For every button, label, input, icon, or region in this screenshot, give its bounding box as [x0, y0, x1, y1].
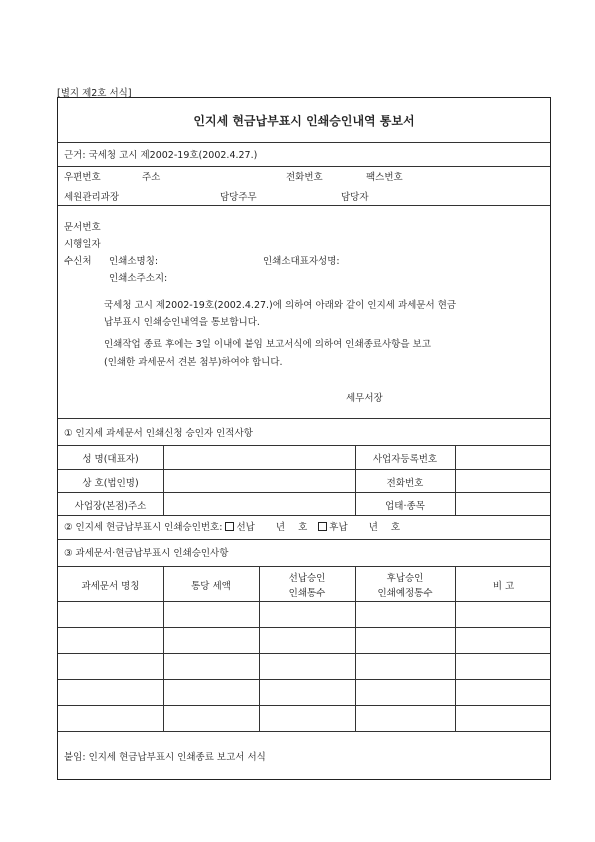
body-text-line: 인쇄작업 종료 후에는 3일 이내에 붙임 보고서식에 의하여 인쇄종료사항을 보고	[104, 339, 431, 350]
section2-label: ② 인지세 현금납부표시 인쇄승인번호:	[64, 522, 223, 533]
section1-heading: ① 인지세 과세문서 인쇄신청 승인자 인적사항	[64, 428, 253, 439]
col-postpaid-line1: 후납승인	[386, 573, 424, 584]
col-prepaid-line2: 인쇄통수	[288, 588, 326, 599]
signer-label: 세무서장	[346, 393, 383, 404]
divider	[455, 445, 456, 515]
biz-reg-label: 사업자등록번호	[372, 454, 438, 465]
number-label: 호	[390, 522, 401, 533]
divider	[58, 492, 550, 493]
attachment-note: 붙임: 인지세 현금납부표시 인쇄종료 보고서 서식	[64, 752, 266, 763]
divider	[58, 205, 550, 206]
col-doc-name: 과세문서 명칭	[81, 581, 140, 592]
section2-heading	[64, 522, 400, 534]
divider	[58, 566, 550, 567]
col-tax-per-copy: 통당 세액	[191, 581, 231, 592]
biz-address-label: 사업장(본점)주소	[74, 501, 147, 512]
form-title: 인지세 현금납부표시 인쇄승인내역 통보서	[193, 114, 415, 128]
year-label: 년	[275, 522, 286, 533]
postpaid-label: 후납	[329, 522, 348, 533]
body-text-line: 납부표시 인쇄승인내역을 통보합니다.	[104, 317, 260, 328]
notice-form	[57, 97, 551, 780]
section3-heading: ③ 과세문서·현금납부표시 인쇄승인사항	[64, 548, 229, 559]
printer-rep-label: 인쇄소대표자성명:	[263, 256, 340, 267]
name-label: 성 명(대표자)	[82, 454, 139, 465]
form-number-label: [별지 제2호 서식]	[57, 88, 132, 99]
postcode-label: 우편번호	[64, 172, 101, 183]
staff-label: 담당자	[341, 192, 369, 203]
office-phone-label: 전화번호	[286, 172, 323, 183]
divider	[58, 679, 550, 680]
recipient-label: 수신처	[64, 256, 92, 267]
divider	[58, 445, 550, 446]
dept-head-label: 세원관리과장	[64, 192, 120, 203]
divider	[58, 627, 550, 628]
chief-label: 담당주무	[220, 192, 257, 203]
divider	[58, 601, 550, 602]
divider	[58, 515, 550, 516]
divider	[163, 445, 164, 515]
issue-date-label: 시행일자	[64, 239, 101, 250]
printer-name-label: 인쇄소명칭:	[109, 256, 159, 267]
biz-type-label: 업태·종목	[385, 501, 425, 512]
number-label: 호	[298, 522, 308, 533]
address-label: 주소	[142, 172, 161, 183]
trade-name-label: 상 호(법인명)	[82, 478, 139, 489]
divider	[58, 142, 550, 143]
divider	[58, 731, 550, 732]
divider	[58, 705, 550, 706]
checkbox-prepaid[interactable]	[225, 522, 234, 531]
printer-address-label: 인쇄소주소지:	[109, 273, 168, 284]
divider	[58, 166, 550, 167]
divider	[58, 469, 550, 470]
doc-number-label: 문서번호	[64, 222, 101, 233]
body-text-line: (인쇄한 과세문서 견본 첨부)하여야 합니다.	[104, 357, 283, 368]
divider	[58, 653, 550, 654]
phone-label: 전화번호	[386, 478, 424, 489]
legal-basis: 근거: 국세청 고시 제2002-19호(2002.4.27.)	[64, 150, 258, 161]
prepaid-label: 선납	[236, 522, 255, 533]
body-text-line: 국세청 고시 제2002-19호(2002.4.27.)에 의하여 아래와 같이 인지세 과세문서 현금	[104, 300, 457, 311]
col-prepaid-line1: 선납승인	[288, 573, 326, 584]
divider	[58, 418, 550, 419]
divider	[58, 539, 550, 540]
col-postpaid-line2: 인쇄예정통수	[377, 588, 433, 599]
year-label: 년	[368, 522, 378, 533]
fax-label: 팩스번호	[366, 172, 403, 183]
checkbox-postpaid[interactable]	[318, 522, 327, 531]
col-remarks: 비 고	[492, 581, 515, 592]
